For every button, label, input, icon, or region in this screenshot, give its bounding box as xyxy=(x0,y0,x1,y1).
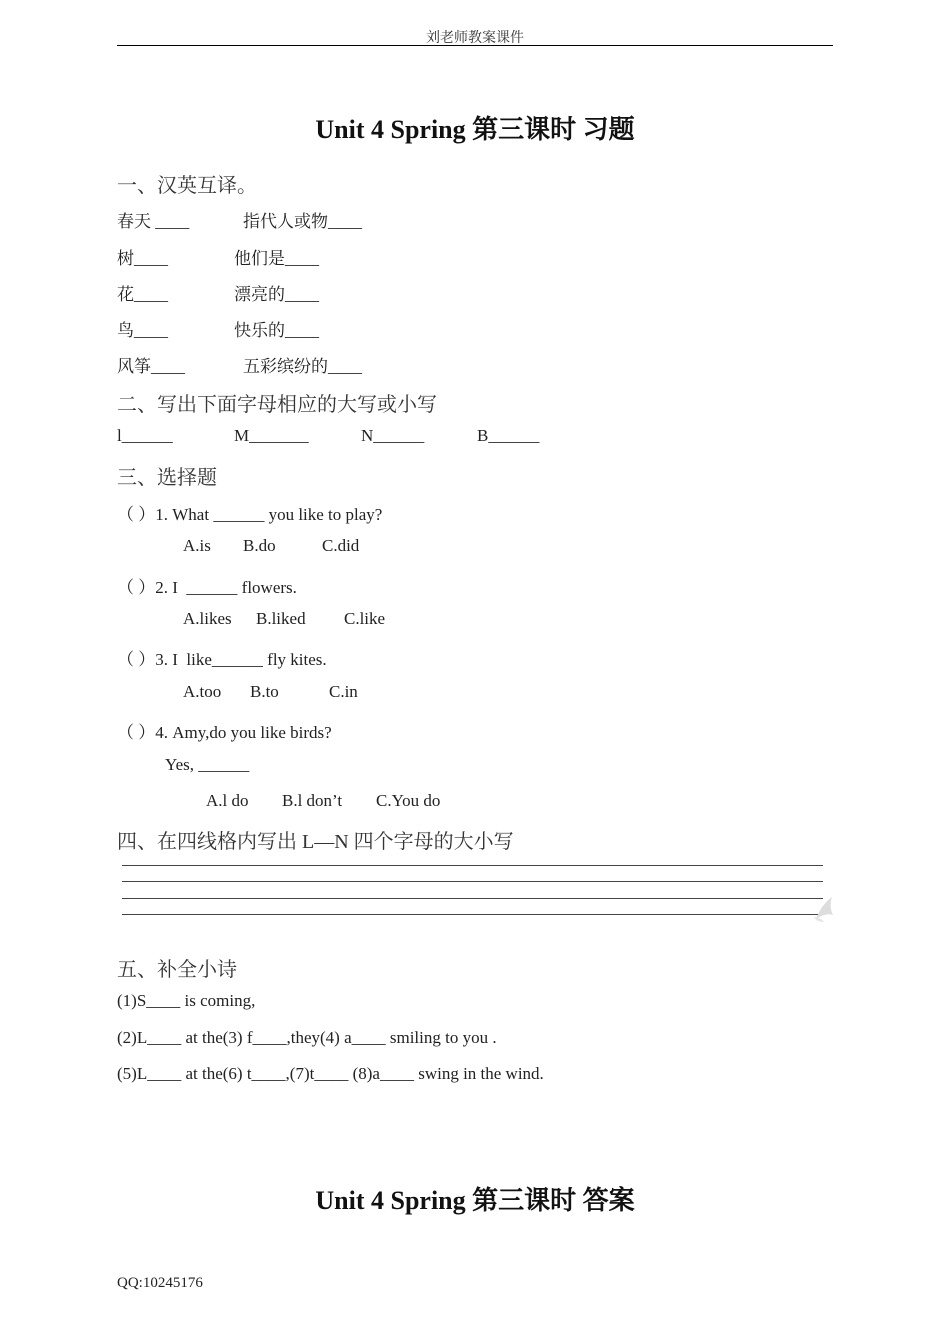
s2-item-l: l______ xyxy=(117,426,173,445)
s1-row4-right: 快乐的____ xyxy=(234,321,319,340)
four-line-grid-line-3 xyxy=(122,898,823,899)
q2-option-a: A.likes xyxy=(183,609,232,628)
q2-option-c: C.like xyxy=(344,609,386,628)
four-line-grid-line-1 xyxy=(122,865,823,866)
answer-title: Unit 4 Spring 第三课时 答案 xyxy=(315,1186,635,1215)
q1-stem: （ ）1. What ______ you like to play? xyxy=(117,505,383,524)
s1-row1-right: 指代人或物____ xyxy=(243,212,362,231)
q4-stem: （ ）4. Amy,do you like birds? xyxy=(117,723,332,742)
q1-option-c: C.did xyxy=(322,536,360,555)
q4-option-b: B.l don’t xyxy=(282,791,343,810)
q4-answer-line: Yes, ______ xyxy=(165,755,250,774)
four-line-grid-line-4 xyxy=(122,914,823,915)
q1-option-a: A.is xyxy=(183,536,211,555)
watermark-icon xyxy=(810,895,834,923)
s1-row5-left: 风筝____ xyxy=(117,357,185,376)
q3-option-b: B.to xyxy=(250,682,279,701)
s2-item-b: B______ xyxy=(477,426,540,445)
section3-heading: 三、选择题 xyxy=(117,467,217,489)
header-rule xyxy=(117,45,833,46)
poem-line-3: (5)L____ at the(6) t____,(7)t____ (8)a____ swing in the wind. xyxy=(117,1064,544,1083)
q2-option-b: B.liked xyxy=(256,609,306,628)
poem-line-1: (1)S____ is coming, xyxy=(117,991,256,1010)
q3-stem: （ ）3. I like______ fly kites. xyxy=(117,650,327,669)
q3-option-c: C.in xyxy=(329,682,358,701)
s1-row3-right: 漂亮的____ xyxy=(234,285,319,304)
poem-line-2: (2)L____ at the(3) f____,they(4) a____ smiling to you . xyxy=(117,1028,497,1047)
q4-option-a: A.l do xyxy=(206,791,249,810)
section2-heading: 二、写出下面字母相应的大写或小写 xyxy=(117,394,437,416)
page-footer: QQ:10245176 xyxy=(117,1275,203,1291)
s1-row4-left: 鸟____ xyxy=(117,321,168,340)
four-line-grid-line-2 xyxy=(122,881,823,882)
s1-row1-left: 春天 ____ xyxy=(117,212,190,231)
page-title: Unit 4 Spring 第三课时 习题 xyxy=(315,115,635,144)
s1-row2-right: 他们是____ xyxy=(234,249,319,268)
s1-row3-left: 花____ xyxy=(117,285,168,304)
q4-option-c: C.You do xyxy=(376,791,441,810)
section4-heading: 四、在四线格内写出 L—N 四个字母的大小写 xyxy=(117,831,514,853)
q3-option-a: A.too xyxy=(183,682,222,701)
section5-heading: 五、补全小诗 xyxy=(117,959,237,981)
page-header: 刘老师教案课件 xyxy=(426,31,524,46)
q1-option-b: B.do xyxy=(243,536,276,555)
s2-item-n: N______ xyxy=(361,426,425,445)
s1-row2-left: 树____ xyxy=(117,249,168,268)
q2-stem: （ ）2. I ______ flowers. xyxy=(117,578,297,597)
s1-row5-right: 五彩缤纷的____ xyxy=(243,357,362,376)
s2-item-m: M_______ xyxy=(234,426,309,445)
section1-heading: 一、汉英互译。 xyxy=(117,175,257,197)
